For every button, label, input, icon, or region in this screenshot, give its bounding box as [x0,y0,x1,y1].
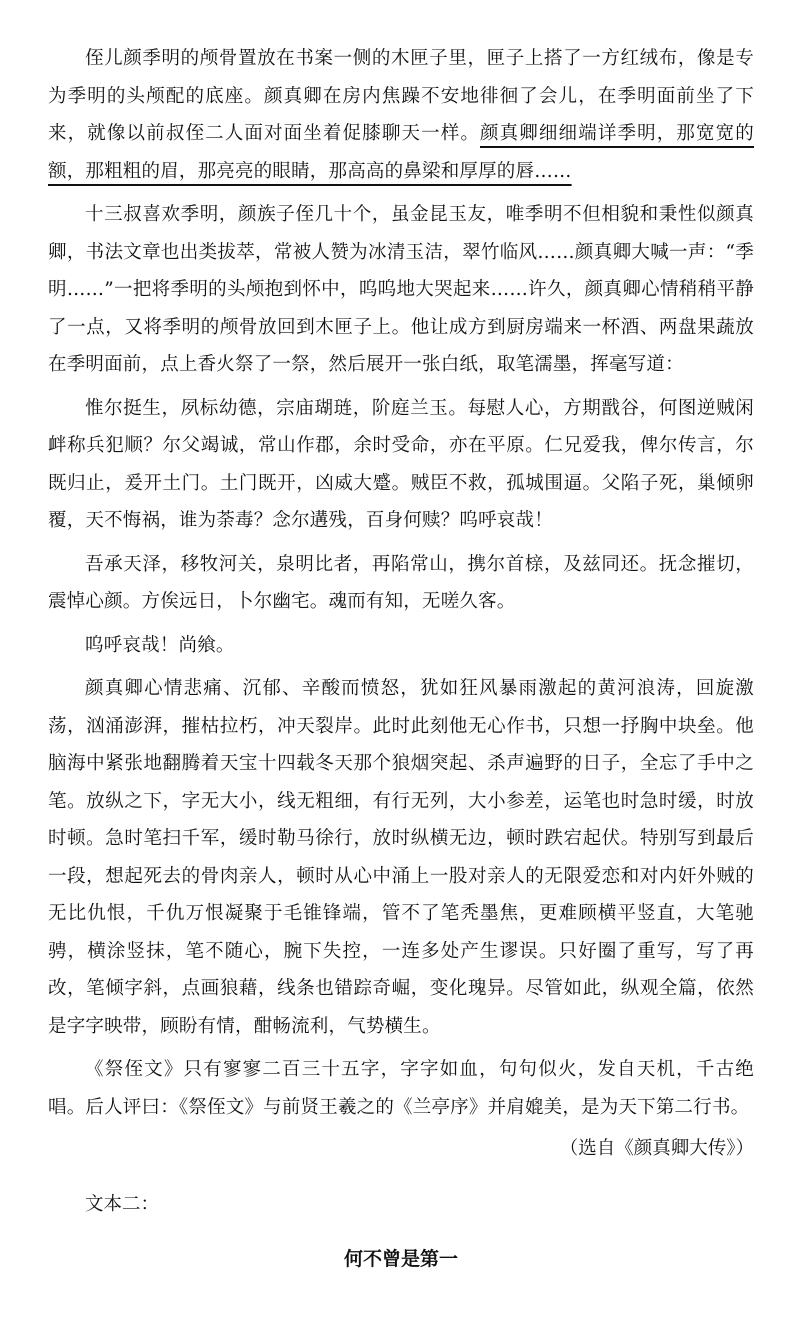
text-two-title: 何不曾是第一 [343,1248,458,1270]
underlined-passage: 颜真卿细细端详季明，那宽宽的额，那粗粗的眉，那亮亮的眼睛，那高高的鼻梁和厚厚的唇…… [48,123,754,182]
paragraph-6: 颜真卿心情悲痛、沉郁、辛酸而愤怒，犹如狂风暴雨激起的黄河浪涛，回旋激荡，汹涌澎湃，摧枯拉朽，冲天裂岸。此时此刻他无心作书，只想一抒胸中块垒。他脑海中紧张地翻腾着天宝十四载冬天那个狼烟突起、杀声遍野的日子，全忘了手中之笔。放纵之下，字无大小，线无粗细，有行无列，大小参差，运笔也时急时缓，时放时顿。急时笔扫千军，缓时勒马徐行，放时纵横无边，顿时跌宕起伏。特别写到最后一段，想起死去的骨肉亲人，顿时从心中涌上一股对亲人的无限爱恋和对内奸外贼的无比仇恨，千仇万恨凝聚于毛锥锋端，管不了笔秃墨焦，更难顾横平竖直，大笔驰骋，横涂竖抹，笔不随心，腕下失控，一连多处产生谬误。只好圈了重写，写了再改，笔倾字斜，点画狼藉，线条也错踪奇崛，变化瑰异。尽管如此，纵观全篇，依然是字字映带，顾盼有情，酣畅流利，气势横生。 [48,678,754,1037]
elegy-paragraph-2: 吾承天泽，移牧河关，泉明比者，再陷常山，携尔首榇，及兹同还。抚念摧切，震悼心颜。方俟远日，卜尔幽宅。魂而有知，无嗟久客。 [48,553,754,612]
elegy-paragraph-1: 惟尔挺生，夙标幼德，宗庙瑚琏，阶庭兰玉。每慰人心，方期戬谷，何图逆贼闲衅称兵犯顺？尔父竭诚，常山作郡，余时受命，亦在平原。仁兄爱我，俾尔传言，尔既归止，爰开土门。土门既开，凶威大蹙。贼臣不救，孤城围逼。父陷子死，巢倾卵覆，天不悔祸，谁为荼毒？念尔遘残，百身何赎？呜呼哀哉！ [48,397,754,531]
paragraph-7: 《祭侄文》只有寥寥二百三十五字，字字如血，句句似火，发自天机，千古绝唱。后人评曰：《祭侄文》与前贤王羲之的《兰亭序》并肩媲美，是为天下第二行书。 [48,1059,754,1118]
paragraph-2: 十三叔喜欢季明，颜族子侄几十个，虽金昆玉友，唯季明不但相貌和秉性似颜真卿，书法文章也出类拔萃，常被人赞为冰清玉洁，翠竹临风……颜真卿大喊一声：“季明……”一把将季明的头颅抱到怀中，呜呜地大哭起来……许久，颜真卿心情稍稍平静了一点，又将季明的颅骨放回到木匣子上。他让成方到厨房端来一杯酒、两盘果蔬放在季明面前，点上香火祭了一祭，然后展开一张白纸，取笔濡墨，挥毫写道： [48,204,754,375]
source-citation: （选自《颜真卿大传》） [559,1138,754,1159]
section-label: 文本二： [85,1193,160,1215]
elegy-closing: 呜呼哀哉！尚飨。 [85,634,235,656]
paragraph-1 [48,40,754,190]
paragraph-1-text: 侄儿颜季明的颅骨置放在书案一侧的木匣子里，匣子上搭了一方红绒布，像是专为季明的头颅配的底座。颜真卿在房内焦躁不安地徘徊了会儿，在季明面前坐了下来，就像以前叔侄二人面对面坐着促膝聊天一样。 [48,48,754,144]
